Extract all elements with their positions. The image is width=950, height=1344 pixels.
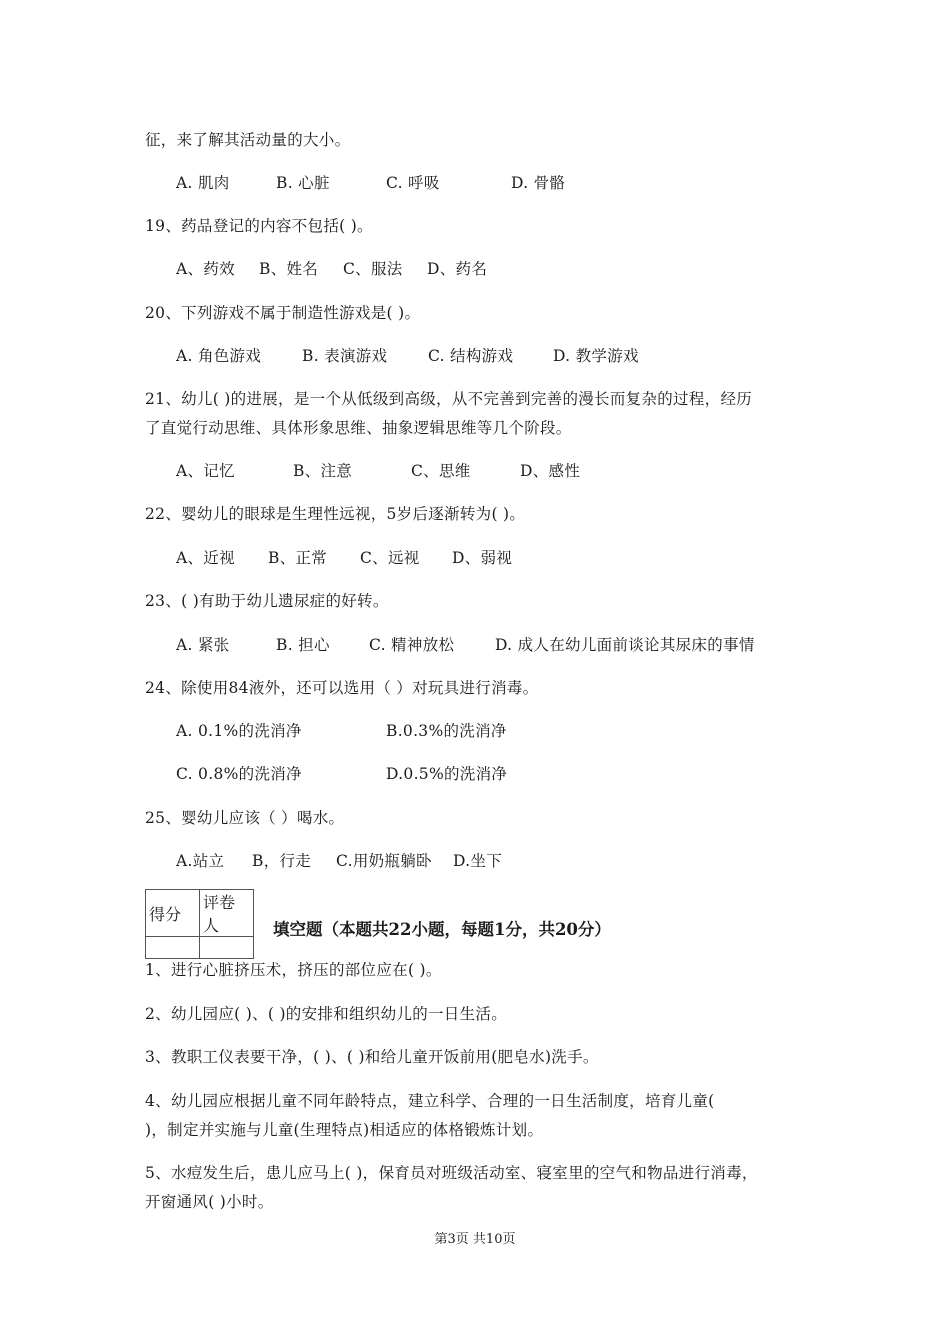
page-footer: 第3页 共10页 [434,1232,516,1247]
question-21-line-2: 了直觉行动思维、具体形象思维、抽象逻辑思维等几个阶段。 [145,419,572,437]
reviewer-cell[interactable] [200,937,254,959]
option-a: A、近视 [176,549,235,567]
option-c: C. 精神放松 [369,636,455,654]
option-b: B. 担心 [276,636,330,654]
question-25: 25、婴幼儿应该（ ）喝水。 [145,809,345,827]
option-c: C. 结构游戏 [428,347,514,365]
option-d: D. 教学游戏 [553,347,639,365]
option-d: D. 骨骼 [511,174,566,192]
option-a: A. 紧张 [176,636,230,654]
option-b: B.0.3%的洗消净 [386,722,507,740]
question-18-continuation: 征，来了解其活动量的大小。 [145,131,351,149]
fill-question-5-line-1: 5、水痘发生后，患儿应马上( )，保育员对班级活动室、寝室里的空气和物品进行消毒， [145,1164,758,1182]
option-a: A. 角色游戏 [176,347,262,365]
fill-question-5-line-2: 开窗通风( )小时。 [145,1193,274,1211]
option-d: D、感性 [520,462,581,480]
option-a: A. 肌肉 [176,174,230,192]
option-b: B、正常 [268,549,328,567]
section-title: 填空题（本题共22小题，每题1分，共20分） [273,920,611,939]
option-b: B. 表演游戏 [302,347,388,365]
option-d: D、药名 [427,260,488,278]
option-d: D、弱视 [452,549,513,567]
option-a: A.站立 [176,852,225,870]
option-a: A. 0.1%的洗消净 [176,722,302,740]
score-table [145,889,254,959]
option-c: C. 0.8%的洗消净 [176,765,302,783]
reviewer-label: 评卷人 [200,890,254,937]
fill-question-4-line-1: 4、幼儿园应根据儿童不同年龄特点，建立科学、合理的一日生活制度，培育儿童( [145,1092,715,1110]
option-c: C. 呼吸 [386,174,440,192]
question-22: 22、婴幼儿的眼球是生理性远视，5岁后逐渐转为( )。 [145,505,526,523]
option-b: B. 心脏 [276,174,330,192]
option-b: B，行走 [252,852,312,870]
score-cell[interactable] [146,937,200,959]
fill-question-1: 1、进行心脏挤压术，挤压的部位应在( )。 [145,961,442,979]
option-b: B、姓名 [259,260,319,278]
question-20: 20、下列游戏不属于制造性游戏是( )。 [145,304,421,322]
fill-question-3: 3、教职工仪表要干净，( )、( )和给儿童开饭前用(肥皂水)洗手。 [145,1048,599,1066]
question-24: 24、除使用84液外，还可以选用（ ）对玩具进行消毒。 [145,679,539,697]
question-23: 23、( )有助于幼儿遗尿症的好转。 [145,592,389,610]
fill-question-4-line-2: )，制定并实施与儿童(生理特点)相适应的体格锻炼计划。 [145,1121,544,1139]
option-d: D.坐下 [453,852,503,870]
option-d: D. 成人在幼儿面前谈论其尿床的事情 [495,636,755,654]
score-label: 得分 [146,890,200,937]
option-c: C、远视 [360,549,420,567]
option-a: A、记忆 [176,462,235,480]
option-c: C、思维 [411,462,471,480]
option-b: B、注意 [293,462,353,480]
option-c: C.用奶瓶躺卧 [336,852,432,870]
question-19: 19、药品登记的内容不包括( )。 [145,217,373,235]
fill-question-2: 2、幼儿园应( )、( )的安排和组织幼儿的一日生活。 [145,1005,508,1023]
option-c: C、服法 [343,260,403,278]
option-d: D.0.5%的洗消净 [386,765,508,783]
option-a: A、药效 [176,260,235,278]
question-21-line-1: 21、幼儿( )的进展，是一个从低级到高级，从不完善到完善的漫长而复杂的过程，经历 [145,390,753,408]
